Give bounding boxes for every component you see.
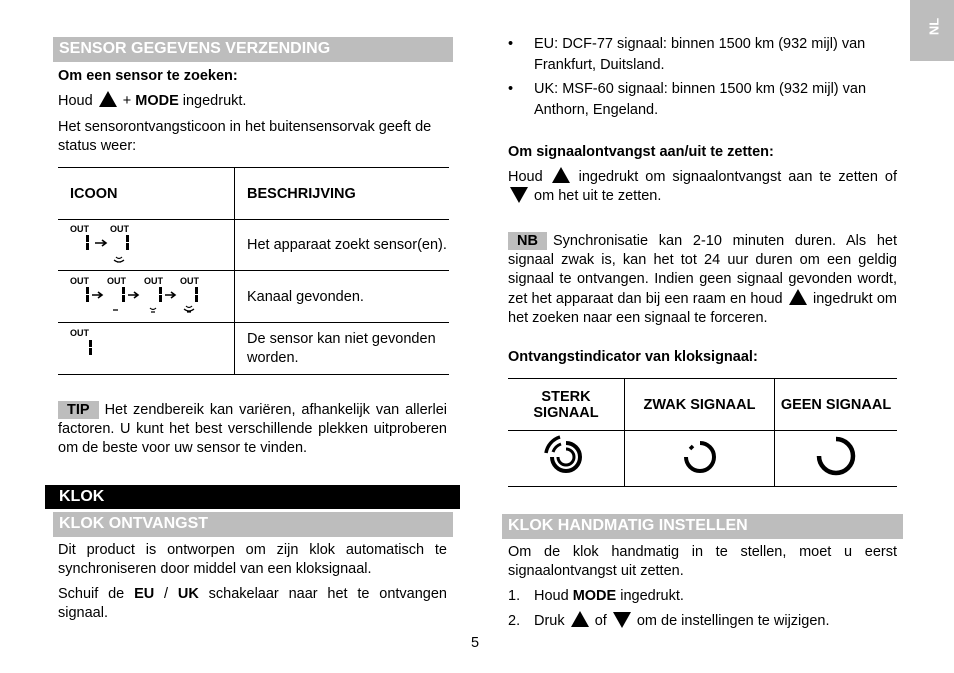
manual-intro: Om de klok handmatig in te stellen, moet u eerst signaalontvangst uit zetten.: [508, 544, 897, 579]
uk-label: UK: [177, 586, 199, 602]
searching-icon-cell: [58, 220, 235, 271]
signal-instruction: [508, 167, 897, 206]
icon-out-text: OUT: [180, 275, 199, 286]
hold-instruction: [58, 91, 246, 111]
table-cell-desc: Het apparaat zoekt sensor(en).: [235, 220, 450, 271]
signal-wave-icon: [150, 308, 156, 312]
klok-p2-pre: Schuif de: [58, 586, 125, 602]
manual-clock-header: KLOK HANDMATIG INSTELLEN: [502, 514, 903, 539]
up-arrow-icon: [571, 611, 589, 627]
step-post: ingedrukt.: [620, 588, 684, 604]
indicator-heading: Ontvangstindicator van kloksignaal:: [508, 349, 758, 365]
sensor-searching-icon: [70, 222, 150, 264]
arrow-icon: [95, 240, 106, 246]
arrow-icon: [128, 292, 138, 298]
klok-p2-post: schakelaar naar het te ontvangen signaal.: [58, 586, 447, 621]
not-found-icon-cell: [58, 323, 235, 375]
tip-text: Het zendbereik kan variëren, afhankelijk van allerlei factoren. U kunt het best verschillende plekken uitproberen om de beste voor uw sensor te vinden.: [58, 402, 447, 456]
weak-signal-icon: [676, 433, 724, 481]
sensor-not-found-icon: [70, 326, 110, 368]
table-header-description: BESCHRIJVING: [235, 168, 450, 220]
segment: [86, 243, 89, 250]
segment: [126, 243, 129, 250]
klok-ontvangst-header: KLOK ONTVANGST: [53, 512, 453, 537]
signal-mid: ingedrukt om signaalontvangst aan te zetten of: [578, 169, 898, 185]
step-mid: of: [594, 613, 607, 629]
eu-label: EU: [134, 586, 155, 602]
signal-post: om het uit te zetten.: [534, 188, 662, 204]
step-number: 1.: [508, 588, 521, 604]
weak-signal-cell: [625, 431, 775, 487]
signal-wave-icon: [184, 306, 194, 312]
segment: [86, 235, 89, 242]
step-post: om de instellingen te wijzigen.: [636, 613, 830, 629]
nb-text-2: ingedrukt om het zoeken naar een signaal te forceren.: [508, 291, 898, 326]
signal-pre: Houd: [508, 169, 543, 185]
signal-indicator-table: [508, 378, 897, 487]
hold-plus: +: [122, 93, 132, 109]
sensor-status-table: [58, 167, 449, 375]
step-number: 2.: [508, 613, 521, 629]
nb-paragraph: [508, 232, 897, 328]
signal-range-list: [508, 34, 898, 124]
nb-text-1: Synchronisatie kan 2-10 minuten duren. Als het signaal zwak is, kan het tot 24 uur duren om een geldig signaal te ontvangen. Indien geen signaal gevonden wordt, zet het apparaat dan bij een raam en houd: [508, 233, 897, 307]
table-row: [58, 271, 449, 323]
slash: /: [164, 586, 169, 602]
icon-out-text: OUT: [144, 275, 163, 286]
tip-badge: TIP: [58, 401, 99, 419]
signal-wave-icon: [114, 257, 124, 262]
icon-out-text: OUT: [70, 327, 89, 338]
table-header-row: [58, 168, 449, 220]
icon-out-text: OUT: [70, 224, 89, 234]
hold-pre: Houd: [58, 93, 93, 109]
indicator-icon-row: [508, 431, 897, 487]
sensor-section-header: SENSOR GEGEVENS VERZENDING: [53, 37, 453, 62]
table-header-icon: ICOON: [58, 168, 235, 220]
arrow-icon: [165, 292, 175, 298]
signal-heading: Om signaalontvangst aan/uit te zetten:: [508, 144, 774, 160]
step-1: [508, 587, 684, 606]
language-tab: [910, 0, 954, 61]
segment: [126, 235, 129, 242]
table-row: [58, 220, 449, 271]
icon-out-text: OUT: [110, 224, 129, 234]
list-item: • EU: DCF-77 signaal: binnen 1500 km (932 mijl) van Frankfurt, Duitsland.: [508, 34, 898, 76]
language-tab-label: NL: [926, 17, 942, 36]
hold-post: ingedrukt.: [182, 93, 247, 109]
header-none: GEEN SIGNAAL: [775, 379, 898, 431]
mode-key: MODE: [135, 93, 179, 109]
status-text: Het sensorontvangsticoon in het buitensensorvak geeft de status weer:: [58, 119, 432, 154]
step-pre: Druk: [534, 613, 565, 629]
search-heading: Om een sensor te zoeken:: [58, 68, 238, 84]
down-arrow-icon: [510, 187, 528, 203]
step-pre: Houd: [534, 588, 569, 604]
klok-section-header: KLOK: [45, 485, 460, 509]
strong-signal-icon: [542, 433, 590, 481]
page-number: 5: [471, 635, 480, 651]
mode-key: MODE: [572, 588, 617, 604]
header-strong: STERK SIGNAAL: [508, 379, 625, 431]
step-2: [508, 611, 829, 631]
up-arrow-icon: [789, 289, 807, 305]
table-cell-desc: Kanaal gevonden.: [235, 271, 450, 323]
list-item: • UK: MSF-60 signaal: binnen 1500 km (932 mijl) van Anthorn, Engeland.: [508, 79, 898, 121]
table-row: [58, 323, 449, 375]
no-signal-cell: [775, 431, 898, 487]
found-icon-cell: [58, 271, 235, 323]
channel-found-icon: [70, 274, 230, 316]
icon-out-text: OUT: [70, 275, 89, 286]
klok-paragraph-2: [58, 585, 447, 623]
header-weak: ZWAK SIGNAAL: [625, 379, 775, 431]
nb-badge: NB: [508, 232, 547, 250]
tip-paragraph: [58, 401, 447, 458]
klok-paragraph-1: Dit product is ontworpen om zijn klok automatisch te synchroniseren door middel van een kloksignaal.: [58, 542, 447, 577]
no-signal-icon: [812, 433, 860, 481]
icon-out-text: OUT: [107, 275, 126, 286]
table-cell-desc: De sensor kan niet gevonden worden.: [235, 323, 450, 375]
strong-signal-cell: [508, 431, 625, 487]
up-arrow-icon: [552, 167, 570, 183]
up-arrow-icon: [99, 91, 117, 107]
arrow-icon: [92, 292, 102, 298]
down-arrow-icon: [613, 612, 631, 628]
indicator-header-row: [508, 379, 897, 431]
